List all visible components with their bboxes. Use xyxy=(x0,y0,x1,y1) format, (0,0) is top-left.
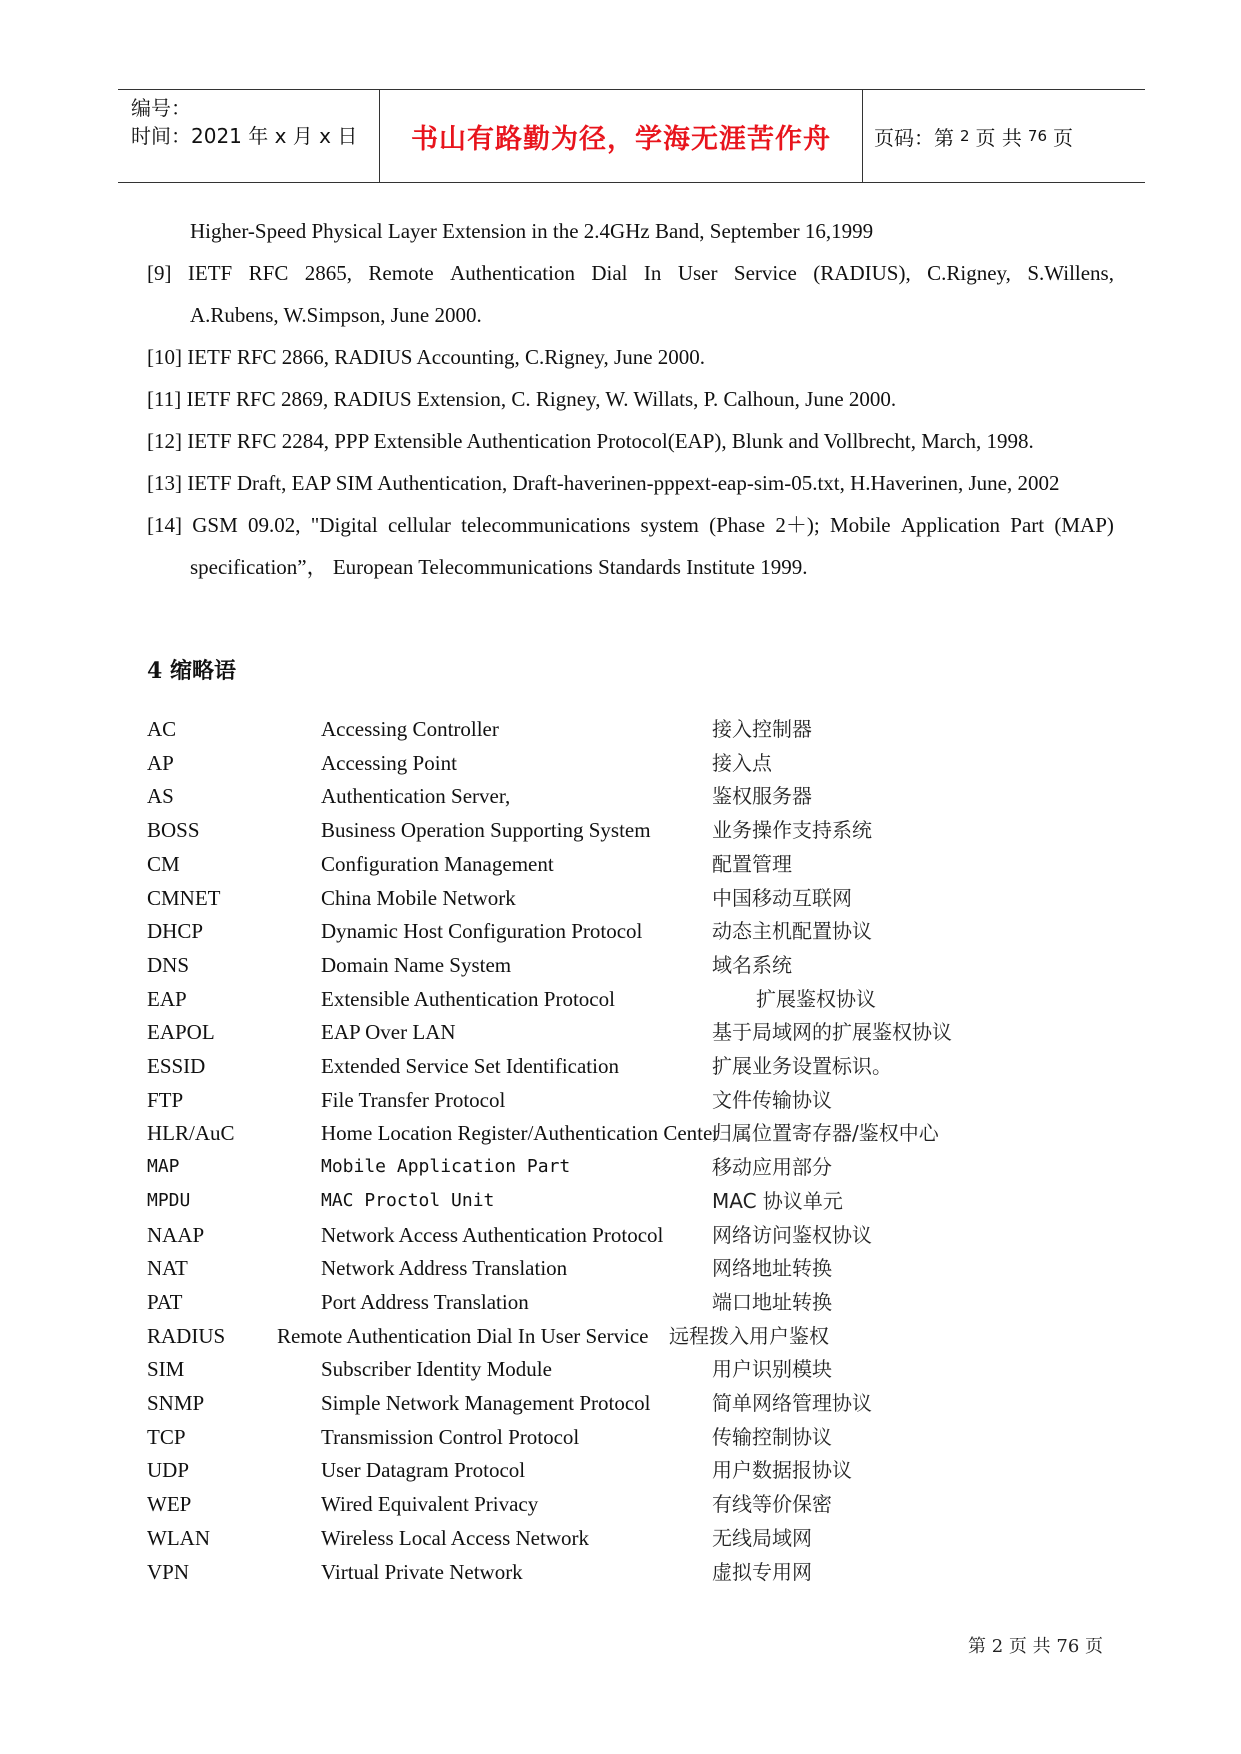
reference-10: [10] IETF RFC 2866, RADIUS Accounting, C.Rigney, June 2000. xyxy=(147,345,706,369)
page-suffix: 页 xyxy=(1053,125,1073,150)
table-row xyxy=(0,781,1241,811)
page-mid: 页 共 xyxy=(975,125,1022,150)
reference-word: 2865, xyxy=(304,261,352,285)
abbreviation-full-name: Port Address Translation xyxy=(321,1289,529,1314)
abbreviation-full-name: Accessing Controller xyxy=(321,717,499,741)
abbreviation-chinese: 中国移动互联网 xyxy=(712,885,852,910)
table-row xyxy=(0,1152,1241,1182)
abbreviation-term: WEP xyxy=(147,1492,192,1517)
abbreviation-term: CM xyxy=(147,851,180,876)
abbreviation-chinese: 虚拟专用网 xyxy=(712,1559,812,1584)
table-row xyxy=(0,916,1241,946)
abbreviation-full-name: Extensible Authentication Protocol xyxy=(321,986,615,1011)
footer-prefix: 第 xyxy=(968,1636,986,1657)
table-row xyxy=(0,1118,1241,1148)
abbreviation-term: ESSID xyxy=(147,1054,206,1078)
abbreviation-chinese: 移动应用部分 xyxy=(712,1155,832,1180)
abbreviation-chinese: 域名系统 xyxy=(712,952,792,977)
reference-word: [14] xyxy=(147,513,182,537)
header-motto: 书山有路勤为径，学海无涯苦作舟 xyxy=(411,123,831,155)
table-row xyxy=(0,1388,1241,1418)
header-divider xyxy=(862,90,863,182)
reference-word: Application xyxy=(900,513,1001,537)
abbreviation-term: WLAN xyxy=(147,1525,210,1550)
abbreviation-chinese: 用户识别模块 xyxy=(712,1357,832,1382)
table-row xyxy=(0,1186,1241,1216)
table-row xyxy=(0,950,1241,980)
table-row xyxy=(0,1253,1241,1283)
table-row xyxy=(0,1017,1241,1047)
abbreviation-term: RADIUS xyxy=(147,1323,226,1348)
abbreviation-term: DHCP xyxy=(147,919,204,944)
abbreviation-chinese: 文件传输协议 xyxy=(712,1087,832,1112)
abbreviation-full-name: Remote Authentication Dial In User Service xyxy=(277,1323,649,1348)
reference-word: GSM xyxy=(192,513,238,537)
table-row xyxy=(0,1455,1241,1485)
abbreviation-full-name: Mobile Application Part xyxy=(321,1156,571,1178)
table-row xyxy=(0,1220,1241,1250)
reference-word: "Digital xyxy=(310,513,378,537)
reference-word: (MAP) xyxy=(1054,513,1114,537)
reference-word: Authentication xyxy=(450,261,575,285)
abbreviation-term: DNS xyxy=(147,952,190,977)
reference-11: [11] IETF RFC 2869, RADIUS Extension, C. Rigney, W. Willats, P. Calhoun, June 2000. xyxy=(147,387,897,411)
abbreviation-full-name: Dynamic Host Configuration Protocol xyxy=(321,919,643,944)
reference-9-line-1 xyxy=(147,260,1114,286)
header-meta xyxy=(131,94,381,150)
abbreviation-term: UDP xyxy=(147,1458,190,1483)
abbreviation-term: PAT xyxy=(147,1289,183,1314)
abbreviation-term: VPN xyxy=(147,1559,190,1584)
abbreviation-chinese: 网络访问鉴权协议 xyxy=(712,1222,872,1247)
abbreviation-term: MAP xyxy=(147,1156,180,1178)
reference-9-line-2: A.Rubens, W.Simpson, June 2000. xyxy=(190,303,482,327)
table-row xyxy=(0,1489,1241,1519)
abbreviation-full-name: Authentication Server, xyxy=(321,784,511,809)
table-row xyxy=(0,1085,1241,1115)
abbreviation-chinese: 远程拨入用户鉴权 xyxy=(669,1323,829,1348)
abbreviation-term: SNMP xyxy=(147,1391,205,1415)
reference-14-line-1 xyxy=(147,512,1114,538)
table-row xyxy=(0,815,1241,845)
abbreviation-full-name: File Transfer Protocol xyxy=(321,1087,506,1112)
abbreviation-chinese: 接入点 xyxy=(712,750,772,775)
page-prefix: 页码：第 xyxy=(874,125,954,150)
reference-word: Part xyxy=(1010,513,1045,537)
abbreviation-chinese: 接入控制器 xyxy=(712,717,812,741)
abbreviation-chinese: 网络地址转换 xyxy=(712,1256,832,1281)
abbreviation-term: AC xyxy=(147,717,177,741)
table-row xyxy=(0,1422,1241,1452)
table-row xyxy=(0,1354,1241,1384)
document-number-label: 编号： xyxy=(131,96,191,120)
table-row xyxy=(0,883,1241,913)
abbreviation-term: EAPOL xyxy=(147,1020,215,1045)
reference-word: (RADIUS), xyxy=(813,261,911,285)
abbreviation-full-name: Accessing Point xyxy=(321,750,457,775)
abbreviation-chinese: 基于局域网的扩展鉴权协议 xyxy=(712,1020,952,1045)
table-row xyxy=(0,714,1241,744)
page-header xyxy=(118,89,1145,183)
section-title: 4 缩略语 xyxy=(147,658,236,684)
abbreviation-chinese: 简单网络管理协议 xyxy=(712,1391,872,1415)
page-total: 76 xyxy=(1027,127,1047,145)
header-page-number xyxy=(874,90,1073,182)
footer-mid: 页 共 xyxy=(1008,1636,1051,1657)
table-row xyxy=(0,1321,1241,1351)
abbreviation-chinese: 无线局域网 xyxy=(712,1525,812,1550)
abbreviation-chinese: 扩展业务设置标识。 xyxy=(712,1054,892,1078)
abbreviation-term: CMNET xyxy=(147,885,221,910)
reference-word: 2＋); xyxy=(775,513,820,537)
abbreviation-full-name: China Mobile Network xyxy=(321,885,516,910)
abbreviation-chinese: 归属位置寄存器/鉴权中心 xyxy=(712,1121,939,1146)
table-row xyxy=(0,1051,1241,1081)
table-row xyxy=(0,984,1241,1014)
abbreviation-term: BOSS xyxy=(147,818,200,843)
table-row xyxy=(0,849,1241,879)
footer-current: 2 xyxy=(991,1636,1004,1657)
abbreviation-full-name: Configuration Management xyxy=(321,851,554,876)
footer-total: 76 xyxy=(1056,1636,1080,1657)
abbreviation-full-name: MAC Proctol Unit xyxy=(321,1189,495,1211)
reference-word: [9] xyxy=(147,261,172,285)
abbreviation-term: AS xyxy=(147,784,174,809)
abbreviation-term: TCP xyxy=(147,1424,186,1449)
abbreviation-full-name: Wireless Local Access Network xyxy=(321,1525,589,1550)
abbreviation-chinese: 动态主机配置协议 xyxy=(712,919,872,944)
abbreviation-chinese: 业务操作支持系统 xyxy=(712,818,872,843)
reference-continuation: Higher-Speed Physical Layer Extension in the 2.4GHz Band, September 16,1999 xyxy=(190,219,874,243)
reference-word: IETF xyxy=(187,261,233,285)
reference-word: telecommunications xyxy=(461,513,631,537)
abbreviation-full-name: Extended Service Set Identification xyxy=(321,1054,619,1078)
page-current: 2 xyxy=(960,127,970,145)
reference-word: In xyxy=(643,261,662,285)
reference-word: Service xyxy=(733,261,797,285)
reference-13: [13] IETF Draft, EAP SIM Authentication, Draft-haverinen-pppext-eap-sim-05.txt, H.Haverinen, June, 2002 xyxy=(147,471,1060,495)
reference-word: Mobile xyxy=(829,513,891,537)
abbreviation-full-name: EAP Over LAN xyxy=(321,1020,456,1045)
reference-word: (Phase xyxy=(709,513,766,537)
reference-word: Dial xyxy=(591,261,628,285)
abbreviation-chinese: 配置管理 xyxy=(712,851,792,876)
abbreviation-full-name: Simple Network Management Protocol xyxy=(321,1391,651,1415)
table-row xyxy=(0,1557,1241,1587)
abbreviation-full-name: Network Address Translation xyxy=(321,1256,568,1281)
table-row xyxy=(0,748,1241,778)
abbreviation-term: HLR/AuC xyxy=(147,1121,235,1146)
abbreviation-full-name: User Datagram Protocol xyxy=(321,1458,526,1483)
abbreviation-term: NAT xyxy=(147,1256,188,1281)
reference-word: cellular xyxy=(387,513,451,537)
reference-word: 09.02, xyxy=(248,513,301,537)
abbreviation-chinese: MAC 协议单元 xyxy=(712,1188,843,1213)
abbreviation-chinese: 传输控制协议 xyxy=(712,1424,832,1449)
reference-word: C.Rigney, xyxy=(927,261,1011,285)
abbreviation-chinese: 鉴权服务器 xyxy=(712,784,812,809)
abbreviation-full-name: Virtual Private Network xyxy=(321,1559,523,1584)
abbreviation-term: FTP xyxy=(147,1087,184,1112)
abbreviation-chinese: 扩展鉴权协议 xyxy=(756,986,876,1011)
reference-word: system xyxy=(640,513,699,537)
abbreviation-term: AP xyxy=(147,750,174,775)
table-row xyxy=(0,1523,1241,1553)
reference-word: User xyxy=(677,261,718,285)
reference-word: RFC xyxy=(248,261,289,285)
abbreviation-term: SIM xyxy=(147,1357,185,1382)
page-footer xyxy=(968,1632,1103,1658)
abbreviation-full-name: Wired Equivalent Privacy xyxy=(321,1492,539,1517)
abbreviation-chinese: 有线等价保密 xyxy=(712,1492,832,1517)
table-row xyxy=(0,1287,1241,1317)
abbreviation-chinese: 用户数据报协议 xyxy=(712,1458,852,1483)
abbreviation-full-name: Domain Name System xyxy=(321,952,512,977)
reference-word: S.Willens, xyxy=(1027,261,1114,285)
reference-word: Remote xyxy=(368,261,434,285)
abbreviation-full-name: Home Location Register/Authentication Center xyxy=(321,1121,720,1146)
abbreviation-full-name: Transmission Control Protocol xyxy=(321,1424,580,1449)
reference-12: [12] IETF RFC 2284, PPP Extensible Authentication Protocol(EAP), Blunk and Vollbrecht, March, 1998. xyxy=(147,429,1034,453)
abbreviation-term: NAAP xyxy=(147,1222,205,1247)
abbreviation-term: MPDU xyxy=(147,1189,191,1211)
abbreviation-term: EAP xyxy=(147,986,187,1011)
abbreviation-full-name: Subscriber Identity Module xyxy=(321,1357,552,1382)
footer-suffix: 页 xyxy=(1085,1636,1104,1657)
abbreviation-chinese: 端口地址转换 xyxy=(712,1289,832,1314)
abbreviation-full-name: Business Operation Supporting System xyxy=(321,818,651,843)
reference-14-line-2: specification”， European Telecommunications Standards Institute 1999. xyxy=(190,555,808,579)
abbreviation-full-name: Network Access Authentication Protocol xyxy=(321,1222,664,1247)
document-time-label: 时间：2021 年 x 月 x 日 xyxy=(131,124,358,148)
